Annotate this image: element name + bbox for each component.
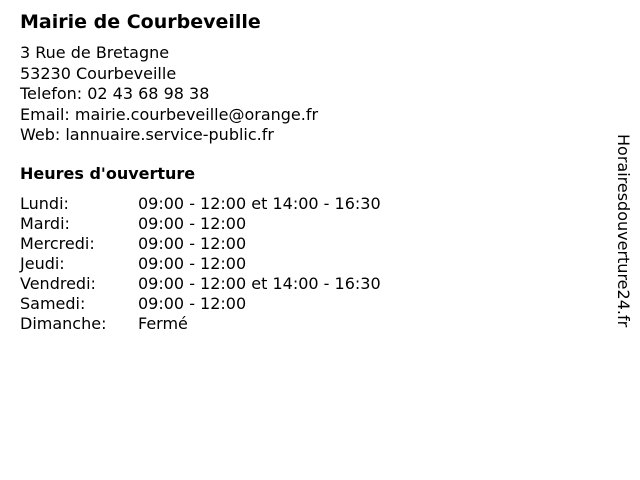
phone-number: Telefon: 02 43 68 98 38 [20, 84, 210, 103]
day-label: Jeudi: [20, 254, 65, 273]
time-value: 09:00 - 12:00 [138, 294, 247, 313]
street-address: 3 Rue de Bretagne [20, 43, 170, 62]
page-title: Mairie de Courbeveille [20, 11, 261, 33]
time-value: Fermé [138, 314, 188, 333]
hours-row-lundi [20, 194, 440, 214]
hours-row-vendredi [20, 274, 440, 294]
opening-hours-table [20, 194, 440, 334]
hours-row-dimanche [20, 314, 440, 334]
day-label: Vendredi: [20, 274, 96, 293]
time-value: 09:00 - 12:00 et 14:00 - 16:30 [138, 274, 381, 293]
day-label: Samedi: [20, 294, 86, 313]
hours-row-samedi [20, 294, 440, 314]
day-label: Mardi: [20, 214, 70, 233]
city-address: 53230 Courbeveille [20, 63, 177, 83]
day-label: Lundi: [20, 194, 69, 213]
opening-hours-heading: Heures d'ouverture [20, 164, 196, 183]
hours-row-jeudi [20, 254, 440, 274]
time-value: 09:00 - 12:00 et 14:00 - 16:30 [138, 194, 381, 213]
hours-row-mercredi [20, 234, 440, 254]
address-block [20, 43, 318, 146]
website: Web: lannuaire.service-public.fr [20, 125, 274, 144]
site-watermark: Horairesdouverture24.fr [614, 134, 633, 328]
email-address: Email: mairie.courbeveille@orange.fr [20, 104, 319, 124]
day-label: Mercredi: [20, 234, 95, 253]
time-value: 09:00 - 12:00 [138, 234, 247, 253]
hours-row-mardi [20, 214, 440, 234]
time-value: 09:00 - 12:00 [138, 254, 247, 273]
time-value: 09:00 - 12:00 [138, 214, 247, 233]
day-label: Dimanche: [20, 314, 107, 333]
